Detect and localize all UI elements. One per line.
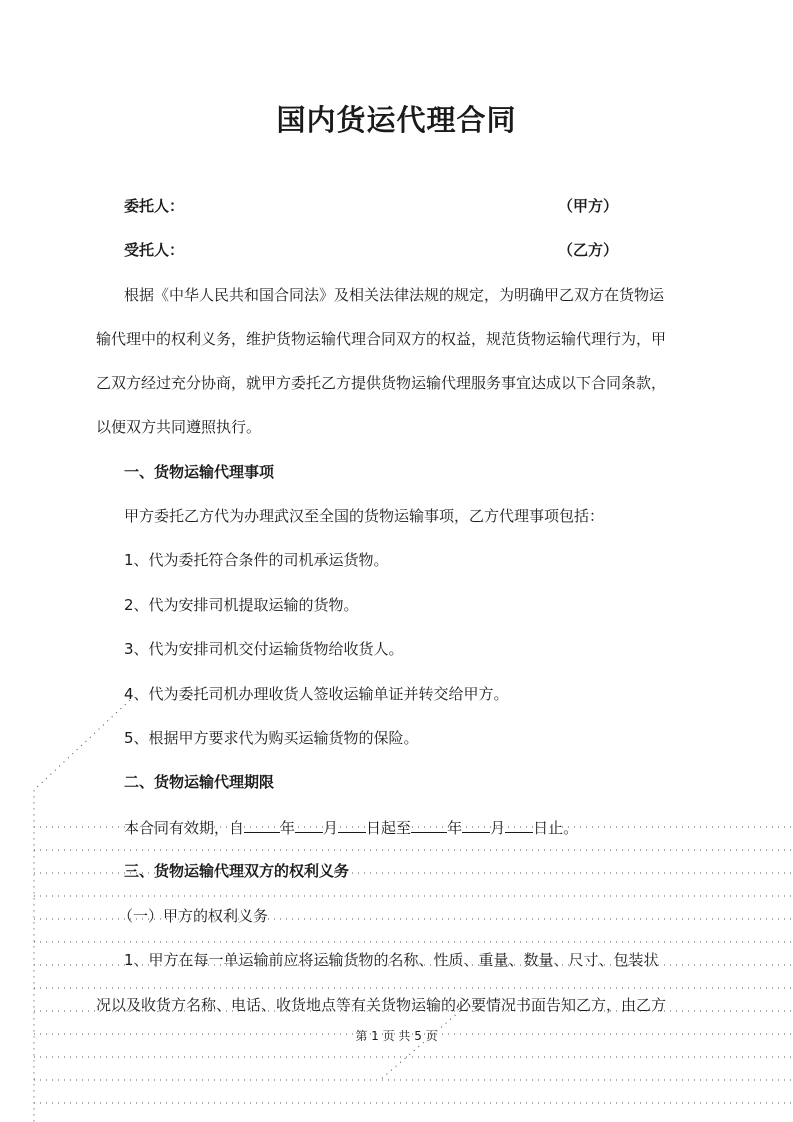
preamble-line-3: 乙双方经过充分协商，就甲方委托乙方提供货物运输代理服务事宜达成以下合同条款， [96, 374, 667, 392]
term-year-2: 年 [447, 819, 463, 837]
blank-end-year [411, 817, 447, 833]
principal-role: （甲方） [558, 197, 619, 215]
section-1-item-1: 1、代为委托符合条件的司机承运货物。 [124, 551, 389, 569]
section-1-item-2: 2、代为安排司机提取运输的货物。 [124, 596, 359, 614]
page-footer: 第 1 页 共 5 页 [355, 1029, 438, 1043]
blank-start-day [338, 817, 366, 833]
preamble-line-4: 以便双方共同遵照执行。 [96, 418, 262, 436]
term-prefix: 本合同有效期，自 [124, 819, 245, 837]
principal-label: 委托人： [124, 197, 185, 215]
contract-term-line [124, 817, 578, 838]
blank-start-month [295, 817, 323, 833]
agent-label: 受托人： [124, 241, 185, 259]
blank-end-day [505, 817, 533, 833]
blank-end-month [462, 817, 490, 833]
section-3-clause-1-line-1: 1、甲方在每一单运输前应将运输货物的名称、性质、重量、数量、尺寸、包装状 [124, 951, 659, 969]
preamble-line-2: 输代理中的权利义务，维护货物运输代理合同双方的权益，规范货物运输代理行为，甲 [96, 330, 667, 348]
term-year-1: 年 [280, 819, 296, 837]
section-1-item-5: 5、根据甲方要求代为购买运输货物的保险。 [124, 729, 419, 747]
section-3-subheading: （一）甲方的权利义务 [118, 907, 269, 925]
section-1-heading: 一、货物运输代理事项 [124, 463, 275, 481]
section-1-item-4: 4、代为委托司机办理收货人签收运输单证并转交给甲方。 [124, 685, 509, 703]
blank-start-year [244, 817, 280, 833]
section-3-clause-1-line-2: 况以及收货方名称、电话、收货地点等有关货物运输的必要情况书面告知乙方，由乙方 [96, 996, 667, 1014]
agent-role: （乙方） [558, 241, 619, 259]
section-1-intro: 甲方委托乙方代为办理武汉至全国的货物运输事项，乙方代理事项包括： [124, 507, 605, 525]
term-month-2: 月 [490, 819, 506, 837]
section-3-heading: 三、货物运输代理双方的权利义务 [124, 862, 350, 880]
term-month-1: 月 [323, 819, 339, 837]
document-title: 国内货运代理合同 [276, 103, 517, 137]
section-1-item-3: 3、代为安排司机交付运输货物给收货人。 [124, 640, 404, 658]
preamble-line-1: 根据《中华人民共和国合同法》及相关法律法规的规定，为明确甲乙双方在货物运 [124, 286, 665, 304]
term-day-1: 日起至 [366, 819, 412, 837]
section-2-heading: 二、货物运输代理期限 [124, 773, 275, 791]
term-day-2: 日止。 [533, 819, 579, 837]
